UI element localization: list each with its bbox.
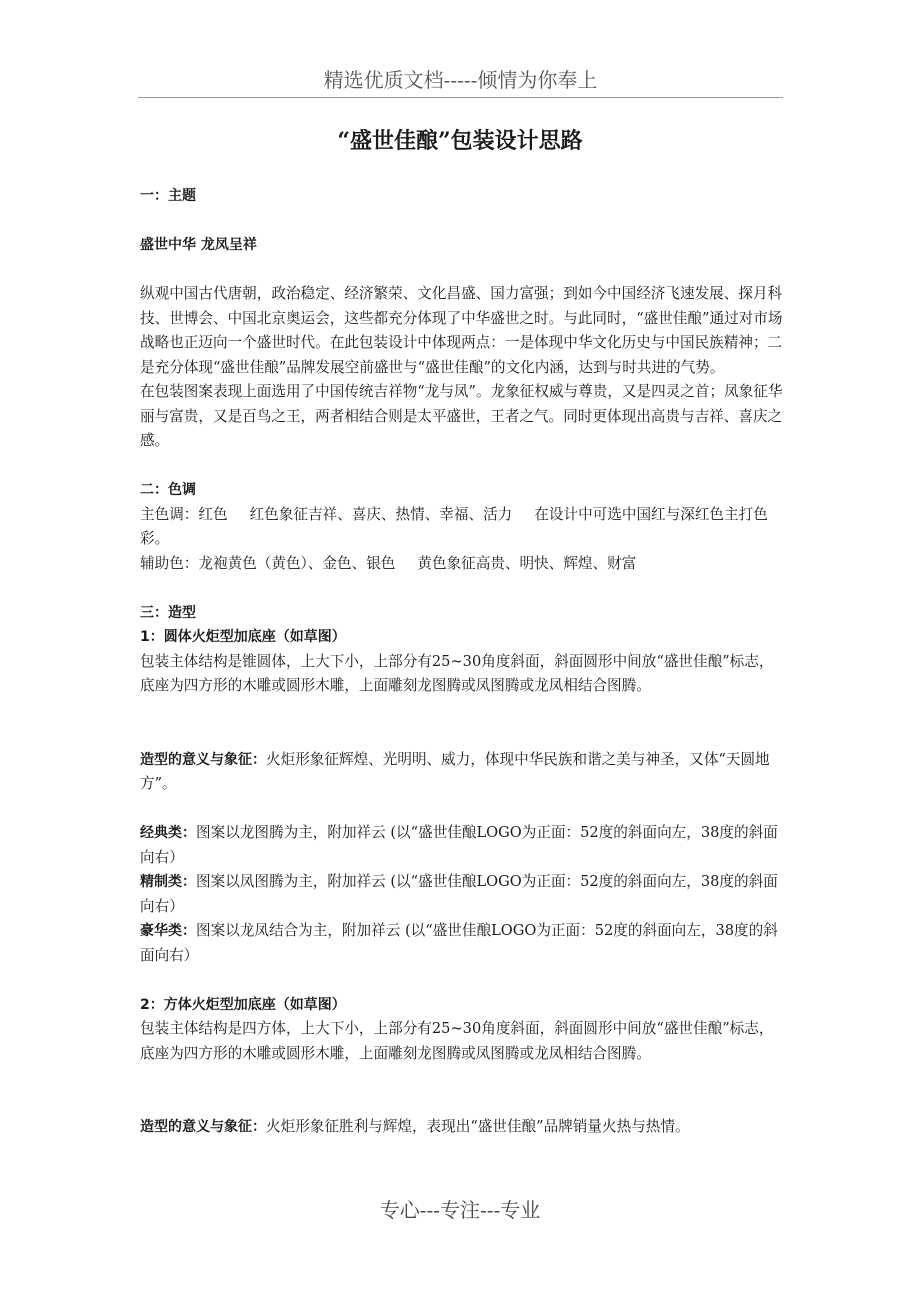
classic-type-text: 图案以龙图腾为主，附加祥云 (以“盛世佳酿LOGO为正面：52度的斜面向左，38度的斜面向右） (140, 824, 778, 866)
fine-type-label: 精制类： (140, 874, 196, 890)
aux-color-label: 辅助色：龙袍黄色（黄色）、金色、银色 (140, 554, 396, 572)
shape-2-meaning (140, 1115, 785, 1140)
theme-subheading: 盛世中华 龙凤呈祥 (140, 237, 257, 253)
shape-1-description: 包装主体结构是锥圆体，上大下小，上部分有25~30角度斜面，斜面圆形中间放“盛世佳酿”标志，底座为四方形的木雕或圆形木雕，上面雕刻龙图腾或凤图腾或龙凤相结合图腾。 (140, 652, 774, 694)
shape-2-meaning-text: 火炬形象征胜利与辉煌，表现出“盛世佳酿”品牌销量火热与热情。 (266, 1118, 690, 1135)
theme-paragraph-2: 在包装图案表现上面选用了中国传统吉祥物“龙与凤”。龙象征权威与尊贵，又是四灵之首；凤象征华丽与富贵，又是百鸟之王，两者相结合则是太平盛世，王者之气。同时更体现出高贵与吉祥、喜庆之感。 (140, 383, 783, 449)
shape-2-meaning-label: 造型的意义与象征： (140, 1119, 266, 1135)
section-heading-theme: 一：主题 (140, 188, 196, 204)
luxury-type (140, 919, 785, 968)
document-title: “盛世佳酿”包装设计思路 (337, 128, 583, 154)
shape-2-description: 包装主体结构是四方体，上大下小，上部分有25~30角度斜面，斜面圆形中间放“盛世佳酿”标志，底座为四方形的木雕或圆形木雕，上面雕刻龙图腾或凤图腾或龙凤相结合图腾。 (140, 1020, 774, 1062)
main-color-meaning: 红色象征吉祥、喜庆、热情、幸福、活力 (249, 505, 513, 523)
luxury-type-text: 图案以龙凤结合为主，附加祥云 (以“盛世佳酿LOGO为正面：52度的斜面向左，38度的斜面向右） (140, 922, 778, 964)
main-color-label: 主色调：红色 (140, 505, 228, 523)
classic-type-label: 经典类： (140, 825, 196, 841)
shape-1-heading: 1：圆体火炬型加底座（如草图） (140, 629, 346, 645)
aux-color-meaning: 黄色象征高贵、明快、辉煌、财富 (417, 554, 637, 572)
shape-1-meaning-label: 造型的意义与象征： (140, 751, 266, 768)
theme-paragraph-1: 纵观中国古代唐朝，政治稳定、经济繁荣、文化昌盛、国力富强；到如今中国经济飞速发展、探月科技、世博会、中国北京奥运会，这些都充分体现了中华盛世之时。与此同时，“盛世佳酿”通过对市场战略也正迈向一个盛世时代。在此包装设计中体现两点：一是体现中华文化历史与中国民族精神；二是充分体现“盛世佳酿”品牌发展空前盛世与“盛世佳酿”的文化内涵，达到与时共进的气势。 (140, 285, 783, 376)
luxury-type-label: 豪华类： (140, 923, 196, 939)
section-heading-color: 二：色调 (140, 482, 196, 498)
page-footer: 专心---专注---专业 (379, 1198, 541, 1222)
section-heading-shape: 三：造型 (140, 604, 196, 621)
main-color-line (140, 503, 785, 552)
shape-1-meaning-text: 火炬形象征辉煌、光明明、威力，体现中华民族和谐之美与神圣，又体“天圆地方”。 (140, 750, 770, 792)
shape-1-meaning (140, 748, 785, 797)
shape-2-heading: 2：方体火炬型加底座（如草图） (140, 996, 346, 1013)
page-header: 精选优质文档-----倾情为你奉上 (138, 64, 783, 98)
classic-type (140, 821, 785, 870)
main-color-note: 在设计中可选中国红与深红色主打色彩。 (140, 505, 768, 547)
document-body (140, 184, 785, 1140)
fine-type (140, 870, 785, 919)
aux-color-line (140, 552, 785, 577)
fine-type-text: 图案以凤图腾为主，附加祥云 (以“盛世佳酿LOGO为正面：52度的斜面向左，38度的斜面向右） (140, 873, 778, 915)
